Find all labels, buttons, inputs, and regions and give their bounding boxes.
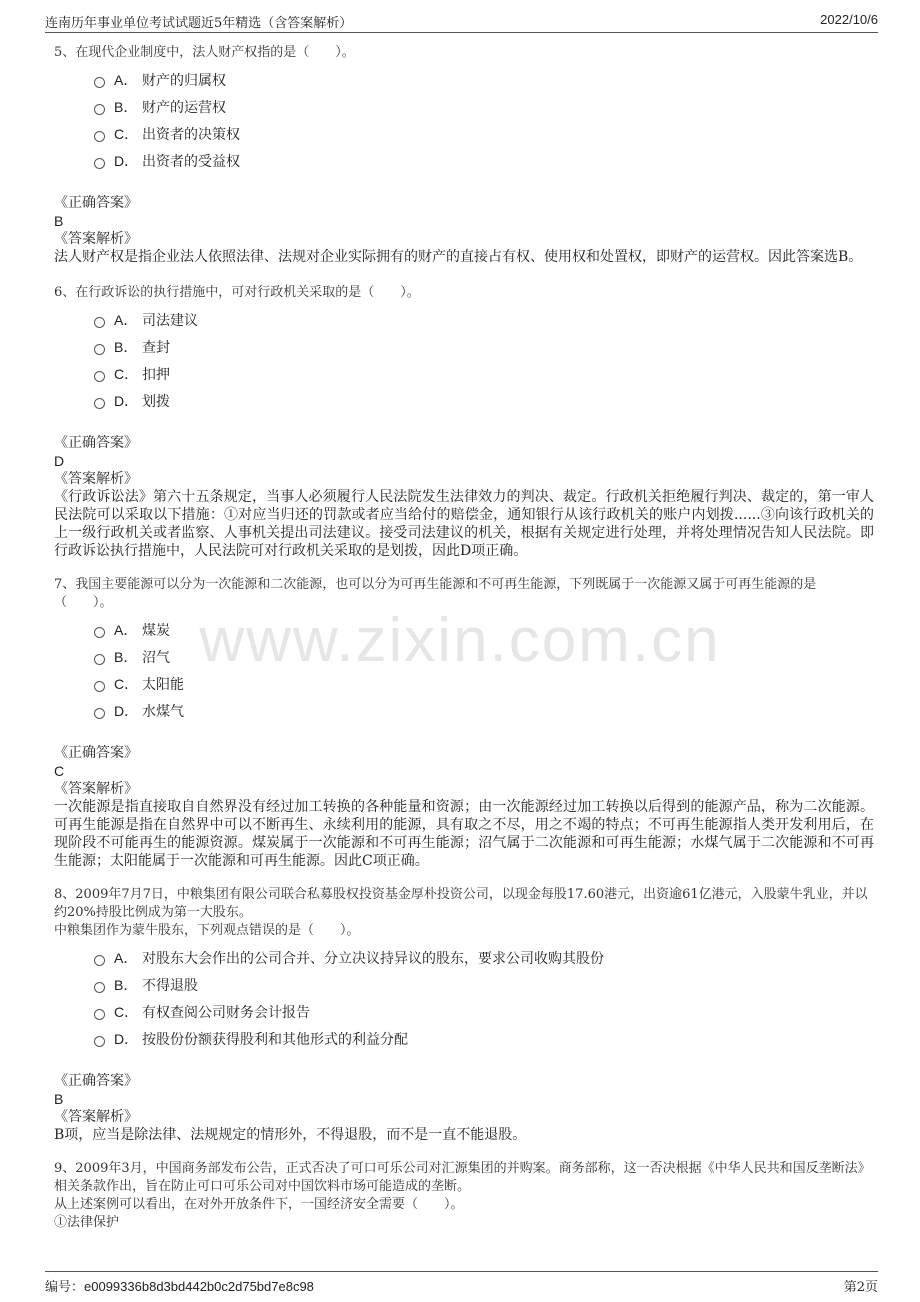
question-6 [54, 284, 874, 560]
question-9 [54, 1160, 874, 1232]
explanation-label: 《答案解析》 [54, 471, 138, 487]
option-letter: C． [114, 675, 139, 692]
option-letter: D． [114, 1030, 139, 1047]
page-footer [45, 1271, 878, 1296]
option-letter: D． [114, 702, 139, 719]
option-text: 扣押 [142, 366, 170, 383]
option-text: 查封 [142, 339, 170, 356]
option-letter: B． [114, 976, 138, 993]
question-subtext: 从上述案例可以看出，在对外开放条件下，一国经济安全需要（ ）。 [54, 1197, 464, 1212]
option-text: 煤炭 [142, 622, 170, 639]
radio-icon[interactable] [94, 131, 105, 142]
radio-icon[interactable] [94, 398, 105, 409]
option-a[interactable] [94, 306, 874, 333]
option-letter: A． [114, 311, 138, 328]
radio-icon[interactable] [94, 77, 105, 88]
radio-icon[interactable] [94, 158, 105, 169]
option-letter: D． [114, 152, 139, 169]
option-letter: D． [114, 392, 139, 409]
question-5 [54, 44, 874, 266]
option-letter: C． [114, 1003, 139, 1020]
question-8 [54, 886, 874, 1144]
radio-icon[interactable] [94, 982, 105, 993]
option-text: 不得退股 [142, 977, 198, 994]
answer-block [54, 1072, 874, 1144]
radio-icon[interactable] [94, 708, 105, 719]
option-list [94, 616, 874, 724]
option-d[interactable] [94, 147, 874, 174]
explanation-text: 法人财产权是指企业法人依照法律、法规对企业实际拥有的财产的直接占有权、使用权和处置权，即财产的运营权。因此答案选B。 [54, 249, 863, 265]
option-d[interactable] [94, 697, 874, 724]
option-letter: C． [114, 125, 139, 142]
option-letter: B． [114, 338, 138, 355]
option-b[interactable] [94, 971, 874, 998]
question-text: 8、2009年7月7日，中粮集团有限公司联合私募股权投资基金厚朴投资公司，以现金每股17.60港元，出资逾61亿港元，入股蒙牛乳业，并以约20%持股比例成为第一大股东。 [54, 887, 868, 920]
explanation-text: 一次能源是指直接取自自然界没有经过加工转换的各种能量和资源；由一次能源经过加工转换以后得到的能源产品，称为二次能源。可再生能源是指在自然界中可以不断再生、永续利用的能源，具有取之不尽，用之不竭的特点；不可再生能源指人类开发利用后，在现阶段不可能再生的能源资源。煤炭属于一次能源和不可再生能源；沼气属于二次能源和可再生能源；水煤气属于二次能源和不可再生能源；太阳能属于一次能源和可再生能源。因此C项正确。 [54, 799, 874, 869]
page-header [45, 10, 878, 33]
document-code [45, 1276, 314, 1295]
option-c[interactable] [94, 998, 874, 1025]
option-letter: C． [114, 365, 139, 382]
explanation-text: 《行政诉讼法》第六十五条规定，当事人必须履行人民法院发生法律效力的判决、裁定。行政机关拒绝履行判决、裁定的，第一审人民法院可以采取以下措施：①对应当归还的罚款或者应当给付的赔偿金，通知银行从该行政机关的账户内划拨......③向该行政机关的上一级行政机关或者监察、人事机关提出司法建议。接受司法建议的机关，根据有关规定进行处理，并将处理情况告知人民法院。即行政诉讼执行措施中，人民法院可对行政机关采取的是划拨，因此D项正确。 [54, 489, 874, 559]
radio-icon[interactable] [94, 654, 105, 665]
radio-icon[interactable] [94, 1009, 105, 1020]
option-text: 水煤气 [142, 703, 184, 720]
correct-answer: B [54, 213, 64, 229]
correct-answer-label: 《正确答案》 [54, 435, 138, 451]
question-text: 9、2009年3月，中国商务部发布公告，正式否决了可口可乐公司对汇源集团的并购案。商务部称，这一否决根据《中华人民共和国反垄断法》相关条款作出，旨在防止可口可乐公司对中国饮料市场可能造成的垄断。 [54, 1161, 871, 1194]
correct-answer: D [54, 453, 65, 469]
option-text: 对股东大会作出的公司合并、分立决议持异议的股东，要求公司收购其股份 [142, 950, 604, 967]
explanation-label: 《答案解析》 [54, 1109, 138, 1125]
option-c[interactable] [94, 120, 874, 147]
option-text: 按股份份额获得股利和其他形式的利益分配 [142, 1031, 408, 1048]
answer-block [54, 744, 874, 870]
radio-icon[interactable] [94, 1036, 105, 1047]
explanation-text: B项，应当是除法律、法规规定的情形外，不得退股，而不是一直不能退股。 [54, 1127, 527, 1143]
answer-block [54, 194, 874, 266]
option-text: 沼气 [142, 649, 170, 666]
option-b[interactable] [94, 643, 874, 670]
option-a[interactable] [94, 944, 874, 971]
option-letter: B． [114, 98, 138, 115]
code-value: e0099336b8d3bd442b0c2d75bd7e8c98 [84, 1279, 314, 1294]
option-letter: B． [114, 648, 138, 665]
question-item: ①法律保护 [54, 1215, 120, 1230]
option-text: 出资者的受益权 [142, 153, 240, 170]
question-text: 6、在行政诉讼的执行措施中，可对行政机关采取的是（ ）。 [54, 285, 420, 300]
option-text: 财产的归属权 [142, 72, 226, 89]
explanation-label: 《答案解析》 [54, 231, 138, 247]
code-label: 编号： [45, 1280, 85, 1295]
correct-answer-label: 《正确答案》 [54, 195, 138, 211]
question-text: 5、在现代企业制度中，法人财产权指的是（ ）。 [54, 45, 355, 60]
option-text: 出资者的决策权 [142, 126, 240, 143]
option-c[interactable] [94, 360, 874, 387]
page-number: 第2页 [843, 1280, 878, 1295]
watermark: www.zixin.com.cn [199, 606, 721, 675]
radio-icon[interactable] [94, 955, 105, 966]
option-list [94, 306, 874, 414]
radio-icon[interactable] [94, 344, 105, 355]
document-title: 连南历年事业单位考试试题近5年精选（含答案解析） [45, 16, 353, 31]
option-letter: A． [114, 949, 138, 966]
answer-block [54, 434, 874, 560]
radio-icon[interactable] [94, 681, 105, 692]
question-subtext: 中粮集团作为蒙牛股东，下列观点错误的是（ ）。 [54, 923, 360, 938]
option-text: 有权查阅公司财务会计报告 [142, 1004, 310, 1021]
radio-icon[interactable] [94, 317, 105, 328]
option-letter: A． [114, 71, 138, 88]
option-b[interactable] [94, 333, 874, 360]
option-text: 财产的运营权 [142, 99, 226, 116]
radio-icon[interactable] [94, 104, 105, 115]
radio-icon[interactable] [94, 371, 105, 382]
correct-answer: C [54, 763, 65, 779]
option-text: 划拨 [142, 393, 170, 410]
radio-icon[interactable] [94, 627, 105, 638]
correct-answer-label: 《正确答案》 [54, 1073, 138, 1089]
question-7 [54, 576, 874, 870]
option-text: 太阳能 [142, 676, 184, 693]
option-c[interactable] [94, 670, 874, 697]
option-list [94, 66, 874, 174]
explanation-label: 《答案解析》 [54, 781, 138, 797]
option-list [94, 944, 874, 1052]
document-date: 2022/10/6 [820, 12, 878, 27]
option-text: 司法建议 [142, 312, 198, 329]
option-d[interactable] [94, 387, 874, 414]
question-list [54, 44, 874, 1232]
option-a[interactable] [94, 616, 874, 643]
question-text: 7、我国主要能源可以分为一次能源和二次能源，也可以分为可再生能源和不可再生能源，下列既属于一次能源又属于可再生能源的是（ ）。 [54, 577, 817, 610]
option-letter: A． [114, 621, 138, 638]
correct-answer: B [54, 1091, 64, 1107]
correct-answer-label: 《正确答案》 [54, 745, 138, 761]
option-d[interactable] [94, 1025, 874, 1052]
option-b[interactable] [94, 93, 874, 120]
option-a[interactable] [94, 66, 874, 93]
